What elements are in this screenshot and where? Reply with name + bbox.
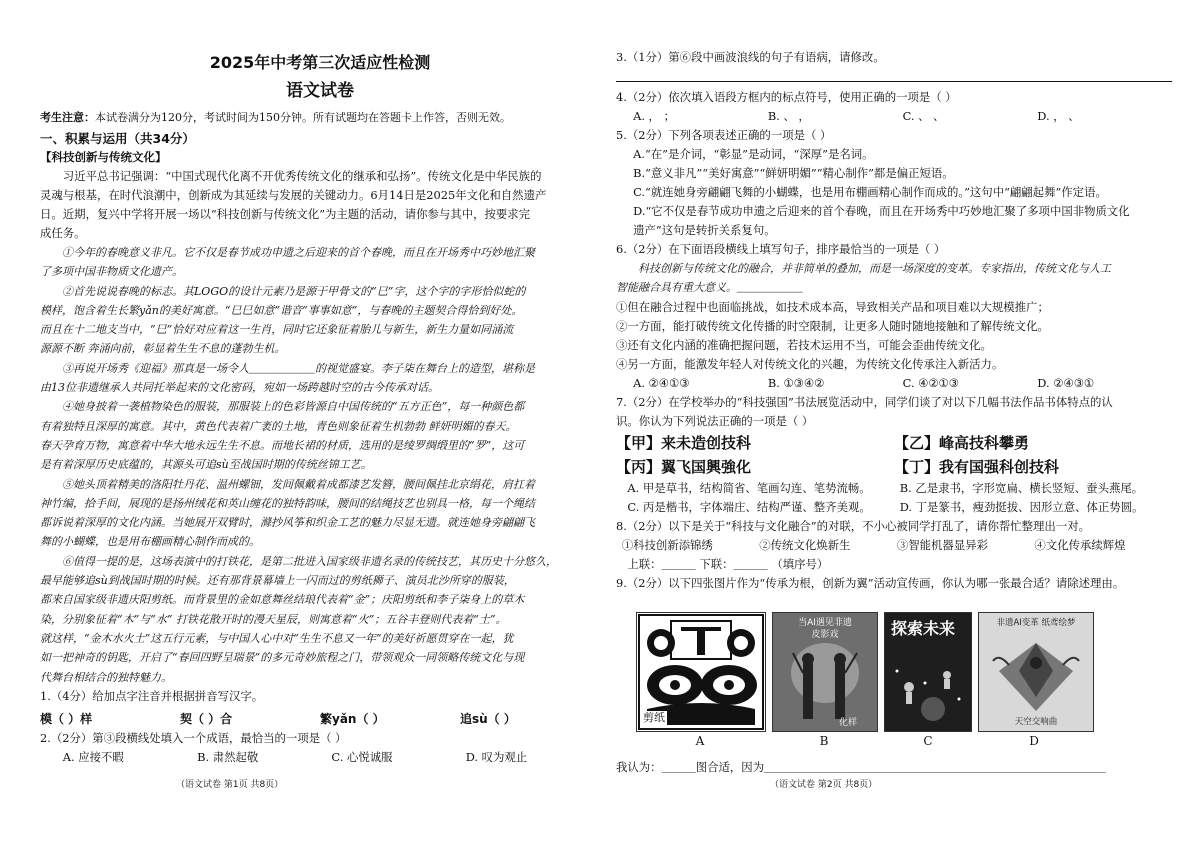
poster-b[interactable] [772,612,878,732]
question-9: 9.（2分）以下四张图片作为“传承为根，创新为翼”活动宣传画，你认为哪一张最合适？请除述理由。 [616,575,1125,590]
sentence-item: ③还有文化内涵的准确把握问题，若技术运用不当，可能会歪曲传统文化。 [616,337,992,352]
text-line: 而且在十二地支当中，“巳”恰好对应着这一生肖，同时它还象征着胎儿与新生，新生力量如同涌流 [40,323,514,337]
question-8: 8.（2分）以下是关于“科技与文化融合”的对联，不小心被同学打乱了，请你帮忙整理出一对。 [616,518,1090,533]
option[interactable]: A. ， ； [633,109,675,123]
poster-title: 非遗AI变革 纸鸢绘梦 [996,618,1076,628]
text-line: 就这样，“金木水火土”这五行元素，与中国人心中对“生生不息又一年”的美好祈愿贯穿在一起，犹 [40,631,514,645]
option[interactable]: D. 丁是篆书，瘦劲挺拔、因形立意、体正势圆。 [899,499,1144,514]
text-line: ⑤她头顶着精美的洛阳牡丹花、温州螺钿，发间佩戴着成都漆艺发簪，腰间佩挂北京绢花，肩扛着 [62,477,535,491]
page-footer-right: （语文试卷 第2页 共8页） [770,780,878,790]
text-line: ②首先说说春晚的标志。其LOGO的设计元素乃是源于甲骨文的“巳”字，这个字的字形恰似蛇的 [62,284,526,298]
calligraphy-yi: 【乙】峰高技科攀勇 [894,433,1030,452]
intro-paragraph [40,167,600,243]
image-label-d: D [1029,734,1039,748]
text-line: ①今年的春晚意义非凡。它不仅是春节成功申遗之后迎来的首个春晚，而且在开场秀中巧妙地汇聚 [62,246,535,259]
image-label-b: B [819,734,829,748]
option[interactable]: B. 、 ， [767,109,810,123]
poster-d[interactable] [978,612,1094,732]
question-4: 4.（2分）依次填入语段方框内的标点符号，使用正确的一项是（ ） [616,90,957,104]
calligraphy-row [616,455,1172,479]
q1-item[interactable]: 追sù（ ） [460,711,516,726]
q8-items [616,536,1172,555]
sentence-item: ②一方面，能打破传统文化传播的时空限制，让更多人随时随地接触和了解传统文化。 [616,318,1049,333]
q8-answer[interactable]: 上联：＿＿＿ 下联：＿＿＿ （填序号） [627,556,829,571]
option-continued: 遗产”这句是转折关系复句。 [633,223,776,237]
q1-item[interactable]: 契（ ）合 [180,711,233,726]
question-1: 1.（4分）给加点字注音并根据拼音写汉字。 [40,688,264,703]
subsection-heading: 【科技创新与传统文化】 [40,150,167,164]
text-line: 代舞台相结合的独特魅力。 [40,670,172,684]
option[interactable]: A. 应接不暇 [62,749,124,764]
question-3: 3.（1分）第⑥段中画波浪线的句子有语病，请修改。 [616,50,885,64]
option[interactable]: C.“就连她身旁翩翩飞舞的小蝴蝶，也是用布棚画精心制作而成的。”这句中“翩翩起舞”作定语。 [633,185,1107,199]
option[interactable]: D. 叹为观止 [465,749,528,764]
text-line: 识。你认为下列说法正确的一项是（ ） [616,413,814,428]
answer-line[interactable] [616,67,1172,82]
option[interactable]: B. ①③④② [767,375,825,390]
q9-answer[interactable]: 我认为：＿＿＿图合适，因为＿＿＿＿＿＿＿＿＿＿＿＿＿＿＿＿＿＿＿＿＿＿＿＿＿＿＿＿＿＿ [616,760,1106,774]
text-line: 由13位非遗继承人共同托举起来的文化密码，宛如一场跨越时空的古今传承对话。 [40,381,439,395]
text-line: 有着独特且深厚的寓意。其中，黄色代表着广袤的土地，青色则象征着生机勃勃 鲜妍明媚的春天。 [40,419,517,433]
text-line: 如一把神奇的钥匙，开启了“春回四野呈瑞景”的多元奇妙旅程之门，带领观众一同领略传统文化与现 [40,651,525,665]
question-7 [616,393,1172,431]
poster-subtitle: 皮影戏 [811,630,839,640]
right-column [616,48,1172,593]
couplet-item: ④文化传承续辉煌 [1034,537,1126,552]
shadow-puppet-icon [773,613,877,731]
exam-title: 2025年中考第三次适应性检测 [209,53,431,72]
text-line: 源源不断 奔涌向前，彰显着生生不息的蓬勃生机。 [40,342,286,356]
poster-a[interactable] [636,612,766,732]
poster-title: 当AI遇见非遗 [798,618,852,628]
image-label-c: C [923,734,933,748]
text-line: 7.（2分）在学校举办的“科技强国”书法展览活动中，同学们谈了对以下几幅书法作品书体特点的认 [616,394,1113,409]
text-line: 最早能够追sù到战国时期的时候。还有那背景幕墙上一闪而过的剪纸狮子、演员北沙所穿的服装， [40,574,515,588]
image-caption: 剪纸 [643,711,665,724]
image-label-a: A [695,734,705,748]
q7-options [616,479,1172,498]
option[interactable]: B.“意义非凡”“美好寓意”“鲜妍明媚”“精心制作”都是偏正短语。 [633,166,954,180]
q7-options [616,498,1172,517]
text-line: 神竹编，拾手间，展现的是扬州绒花和英山缠花的独特韵味，腰间的结绳技艺也别具一格，每一个绳结 [40,496,535,510]
poster-footer: 化样 [838,718,857,728]
option[interactable]: A. ②④①③ [633,375,690,390]
calligraphy-jia: 【甲】来未造创技科 [616,433,752,452]
option[interactable]: C. ④②①③ [902,375,959,390]
option[interactable]: A.“在”是介词，“彰显”是动词，“深厚”是名词。 [633,147,874,161]
text-line: ③再说开场秀《迎福》那真是一场令人＿＿＿＿＿＿的视觉盛宴。李子柒在舞台上的造型，堪称是 [62,361,535,375]
option[interactable]: B. 乙是隶书，字形宽扁、横长竖短、蚕头燕尾。 [899,480,1144,495]
notice-label: 考生注意： [40,111,95,124]
reading-passage [40,243,600,687]
option[interactable]: C. 心悦诚服 [331,749,393,764]
option[interactable]: D. ， 、 [1037,109,1080,123]
poster-footer: 天空交响曲 [1014,717,1058,727]
text-line: 染，分别象征着“木”与“水” 打铁花散开时的漫天星辰，则寓意着“火”；五谷丰登则代表着“土”。 [40,612,507,626]
text-line: 科技创新与传统文化的融合，并非简单的叠加，而是一场深度的变革。专家指出，传统文化与人工 [638,262,1111,275]
question-2: 2.（2分）第③段横线处填入一个成语，最恰当的一项是（ ） [40,730,347,745]
couplet-item: ③智能机器显异彩 [896,537,988,552]
q5-options [616,145,1172,240]
text-line: 是有着深厚历史底蕴的，其源头可追sù至战国时期的传统丝锦工艺。 [40,458,372,472]
notice-text: 本试卷满分为120分，考试时间为150分钟。所有试题均在答题卡上作答，否则无效。 [95,111,511,124]
text-line: 都来自国家级非遗庆阳剪纸。而背景里的金如意舞丝结琅代表着“金”；庆阳剪纸和李子柒身上的草木 [40,593,525,607]
q4-options [616,107,1172,126]
text-line: 舞的小蝴蝶，也是用布棚画精心制作而成的。 [40,535,260,549]
calligraphy-bing: 【丙】翼飞国興強化 [616,457,752,476]
text-line: 灵魂与根基，在时代浪潮中，创新成为其延续与发展的关键动力。6月14日是2025年文化和自然遗产 [40,188,547,202]
notice [40,108,600,127]
text-line: 成任务。 [40,226,86,240]
q6-items [616,298,1172,374]
text-line: ⑥值得一提的是，这场表演中的打铁花，是第二批进入国家级非遗名录的传统技艺，其历史十分悠久， [62,554,557,568]
option[interactable]: A. 甲是草书，结构简省、笔画勾连、笔势流畅。 [627,480,871,495]
text-line: 智能融合具有重大意义。＿＿＿＿＿＿ [616,281,803,295]
section-heading: 一、积累与运用（共34分） [40,131,195,146]
q6-passage [616,259,1172,298]
text-line: 了多项中国非物质文化遗产。 [40,265,183,279]
question-5: 5.（2分）下列各项表述正确的一项是（ ） [616,128,832,142]
q2-options [40,748,600,767]
poster-c[interactable] [884,612,972,732]
kite-icon [979,613,1093,731]
text-line: ④她身披着一袭植物染色的服装，那服装上的色彩皆源自中国传统的“五方正色”，每一种颜色都 [62,400,525,414]
poster-title: 探索未来 [891,619,956,638]
text-line: 都诉说着深厚的文化内涵。当她展开双臂时，滌抄风筝和织金工艺的魅力尽显无遗。就连她身旁翩翩飞 [40,516,535,530]
q1-items [40,710,600,729]
text-line: 春天孕育万物，寓意着中华大地永远生生不息。而地长裙的材质，选用的是绫罗绸缎里的“罗”，这可 [40,438,525,452]
option[interactable]: D.“它不仅是春节成功申遗之后迎来的首个春晚，而且在开场秀中巧妙地汇聚了多项中国非物质文化 [633,204,1130,218]
option[interactable]: D. ②④③① [1037,375,1095,390]
sentence-item: ①但在融合过程中也面临挑战，如技术成本高，导致相关产品和项目难以大规模推广； [616,299,1049,314]
q1-item[interactable]: 模（ ）样 [40,711,93,726]
couplet-item: ②传统文化焕新生 [759,537,851,552]
calligraphy-row [616,431,1172,455]
option[interactable]: C. 丙是楷书，字体端庄、结构严谨、整齐美观。 [627,499,871,514]
calligraphy-ding: 【丁】我有国强科创技科 [894,457,1060,476]
text-line: 习近平总书记强调：“中国式现代化离不开优秀传统文化的继承和弘扬”。传统文化是中华民族的 [62,169,542,183]
text-line: 模样，饱含着生长繁yǎn的美好寓意。“巳巳如意”谐音“事事如意”，与春晚的主题契合得恰到好处。 [40,303,523,317]
astronaut-icon [885,613,971,731]
exam-subtitle: 语文试卷 [286,81,354,101]
q1-item[interactable]: 繁yǎn（ ） [320,711,385,726]
option[interactable]: B. 肃然起敬 [197,749,259,764]
couplet-item: ①科技创新添锦绣 [621,537,713,552]
text-line: 日。近期，复兴中学将开展一场以“科技创新与传统文化”为主题的活动，请你参与其中，按要求完 [40,207,531,221]
option[interactable]: C. 、 、 [902,109,945,123]
q6-options [616,374,1172,393]
page-footer-left: （语文试卷 第1页 共8页） [176,780,284,790]
sentence-item: ④另一方面，能激发年轻人对传统文化的兴趣，为传统文化传承注入新活力。 [616,356,1004,371]
left-column [40,0,600,767]
question-6: 6.（2分）在下面语段横线上填写句子，排序最恰当的一项是（ ） [616,242,946,256]
